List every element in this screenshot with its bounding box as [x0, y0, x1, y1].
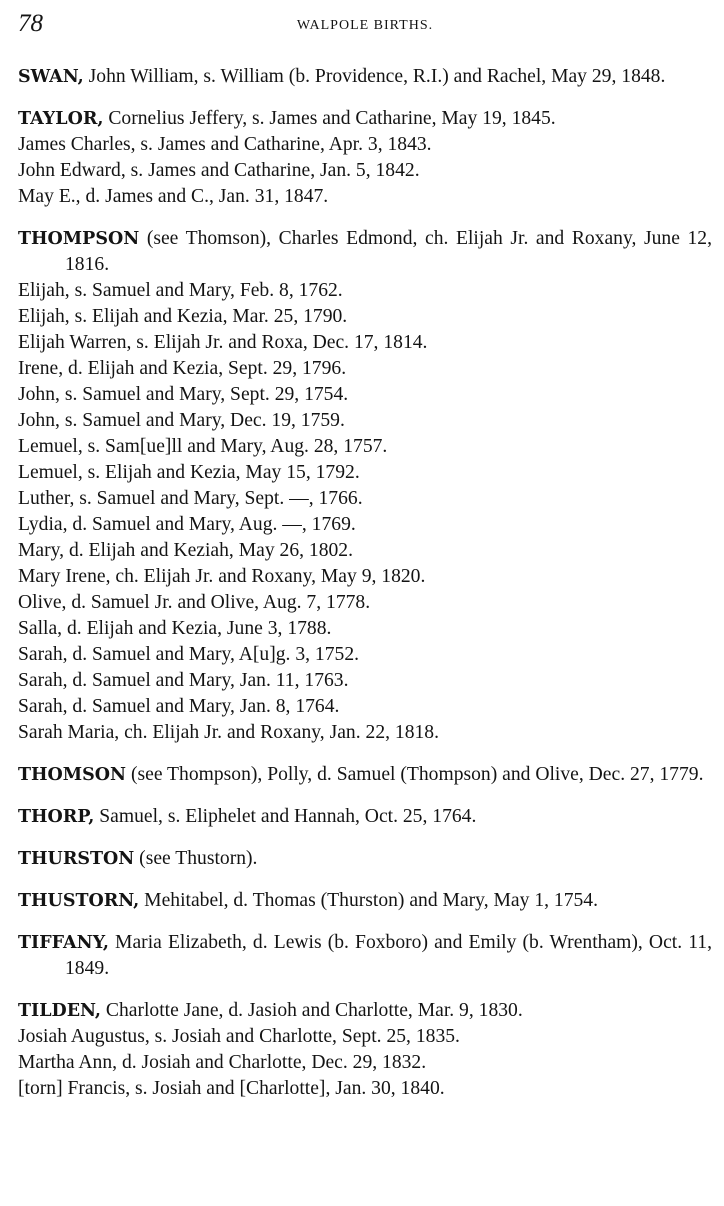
entry-text: (see Thustorn).: [139, 848, 258, 869]
surname-group: [18, 888, 712, 914]
birth-entry: [18, 434, 712, 460]
surname-heading: THURSTON: [18, 849, 135, 869]
entry-text: John, s. Samuel and Mary, Dec. 19, 1759.: [18, 410, 345, 431]
birth-entry: [18, 106, 712, 132]
birth-entry: [18, 408, 712, 434]
entry-text: Josiah Augustus, s. Josiah and Charlotte, Sept. 25, 1835.: [18, 1026, 460, 1047]
surname-heading: THORP,: [18, 807, 95, 827]
entry-text: [torn] Francis, s. Josiah and [Charlotte], Jan. 30, 1840.: [18, 1078, 445, 1099]
surname-heading: THOMPSON: [18, 229, 140, 249]
entry-text: John William, s. William (b. Providence, R.I.) and Rachel, May 29, 1848.: [88, 66, 666, 87]
birth-entry: [18, 460, 712, 486]
surname-group: [18, 226, 712, 746]
birth-entry: [18, 278, 712, 304]
birth-entry: [18, 694, 712, 720]
entry-text: Irene, d. Elijah and Kezia, Sept. 29, 1796.: [18, 358, 347, 379]
birth-entry: [18, 158, 712, 184]
surname-group: [18, 998, 712, 1102]
birth-entry: [18, 64, 712, 90]
birth-records: [18, 64, 712, 1102]
birth-entry: [18, 804, 712, 830]
entry-text: Lemuel, s. Elijah and Kezia, May 15, 1792.: [18, 462, 360, 483]
entry-text: Mehitabel, d. Thomas (Thurston) and Mary, May 1, 1754.: [144, 890, 598, 911]
surname-group: [18, 64, 712, 90]
birth-entry: [18, 356, 712, 382]
birth-entry: [18, 486, 712, 512]
birth-entry: [18, 762, 712, 788]
birth-entry: [18, 382, 712, 408]
surname-group: [18, 804, 712, 830]
birth-entry: [18, 512, 712, 538]
birth-entry: [18, 1024, 712, 1050]
surname-group: [18, 762, 712, 788]
birth-entry: [18, 930, 712, 982]
entry-text: Sarah, d. Samuel and Mary, Jan. 11, 1763.: [18, 670, 349, 691]
surname-heading: THUSTORN,: [18, 891, 140, 911]
entry-text: Lemuel, s. Sam[ue]ll and Mary, Aug. 28, 1757.: [18, 436, 388, 457]
birth-entry: [18, 720, 712, 746]
birth-entry: [18, 590, 712, 616]
birth-entry: [18, 846, 712, 872]
surname-heading: THOMSON: [18, 765, 127, 785]
entry-text: Elijah, s. Elijah and Kezia, Mar. 25, 1790.: [18, 306, 348, 327]
entry-text: Lydia, d. Samuel and Mary, Aug. —, 1769.: [18, 514, 356, 535]
entry-text: Salla, d. Elijah and Kezia, June 3, 1788.: [18, 618, 332, 639]
birth-entry: [18, 616, 712, 642]
birth-entry: [18, 668, 712, 694]
entry-text: Charlotte Jane, d. Jasioh and Charlotte, Mar. 9, 1830.: [105, 1000, 523, 1021]
running-title: WALPOLE BIRTHS.: [296, 18, 434, 33]
birth-entry: [18, 132, 712, 158]
entry-text: Elijah Warren, s. Elijah Jr. and Roxa, Dec. 17, 1814.: [18, 332, 428, 353]
entry-text: (see Thomson), Charles Edmond, ch. Elijah Jr. and Roxany, June 12, 1816.: [65, 228, 712, 275]
entry-text: Olive, d. Samuel Jr. and Olive, Aug. 7, 1778.: [18, 592, 371, 613]
entry-text: (see Thompson), Polly, d. Samuel (Thompson) and Olive, Dec. 27, 1779.: [130, 764, 704, 785]
birth-entry: [18, 1076, 712, 1102]
entry-text: Mary Irene, ch. Elijah Jr. and Roxany, May 9, 1820.: [18, 566, 426, 587]
surname-heading: SWAN,: [18, 67, 84, 87]
surname-heading: TIFFANY,: [18, 933, 109, 953]
entry-text: Elijah, s. Samuel and Mary, Feb. 8, 1762.: [18, 280, 343, 301]
birth-entry: [18, 226, 712, 278]
birth-entry: [18, 184, 712, 210]
birth-entry: [18, 888, 712, 914]
entry-text: James Charles, s. James and Catharine, Apr. 3, 1843.: [18, 134, 432, 155]
entry-text: Sarah, d. Samuel and Mary, Jan. 8, 1764.: [18, 696, 340, 717]
birth-entry: [18, 538, 712, 564]
birth-entry: [18, 642, 712, 668]
page-header: [18, 10, 712, 44]
entry-text: Sarah, d. Samuel and Mary, A[u]g. 3, 1752.: [18, 644, 360, 665]
entry-text: Samuel, s. Eliphelet and Hannah, Oct. 25, 1764.: [99, 806, 477, 827]
surname-group: [18, 846, 712, 872]
surname-group: [18, 106, 712, 210]
surname-group: [18, 930, 712, 982]
entry-text: Luther, s. Samuel and Mary, Sept. —, 1766.: [18, 488, 363, 509]
entry-text: Cornelius Jeffery, s. James and Catharine, May 19, 1845.: [108, 108, 556, 129]
entry-text: Sarah Maria, ch. Elijah Jr. and Roxany, Jan. 22, 1818.: [18, 722, 439, 743]
document-page: [18, 10, 712, 1118]
entry-text: May E., d. James and C., Jan. 31, 1847.: [18, 186, 329, 207]
entry-text: John, s. Samuel and Mary, Sept. 29, 1754.: [18, 384, 349, 405]
entry-text: Maria Elizabeth, d. Lewis (b. Foxboro) and Emily (b. Wrentham), Oct. 11, 1849.: [65, 932, 712, 979]
entry-text: John Edward, s. James and Catharine, Jan. 5, 1842.: [18, 160, 420, 181]
birth-entry: [18, 330, 712, 356]
birth-entry: [18, 564, 712, 590]
birth-entry: [18, 304, 712, 330]
page-number: 78: [18, 10, 43, 37]
surname-heading: TAYLOR,: [18, 109, 104, 129]
birth-entry: [18, 998, 712, 1024]
entry-text: Mary, d. Elijah and Keziah, May 26, 1802.: [18, 540, 354, 561]
birth-entry: [18, 1050, 712, 1076]
entry-text: Martha Ann, d. Josiah and Charlotte, Dec. 29, 1832.: [18, 1052, 427, 1073]
surname-heading: TILDEN,: [18, 1001, 101, 1021]
